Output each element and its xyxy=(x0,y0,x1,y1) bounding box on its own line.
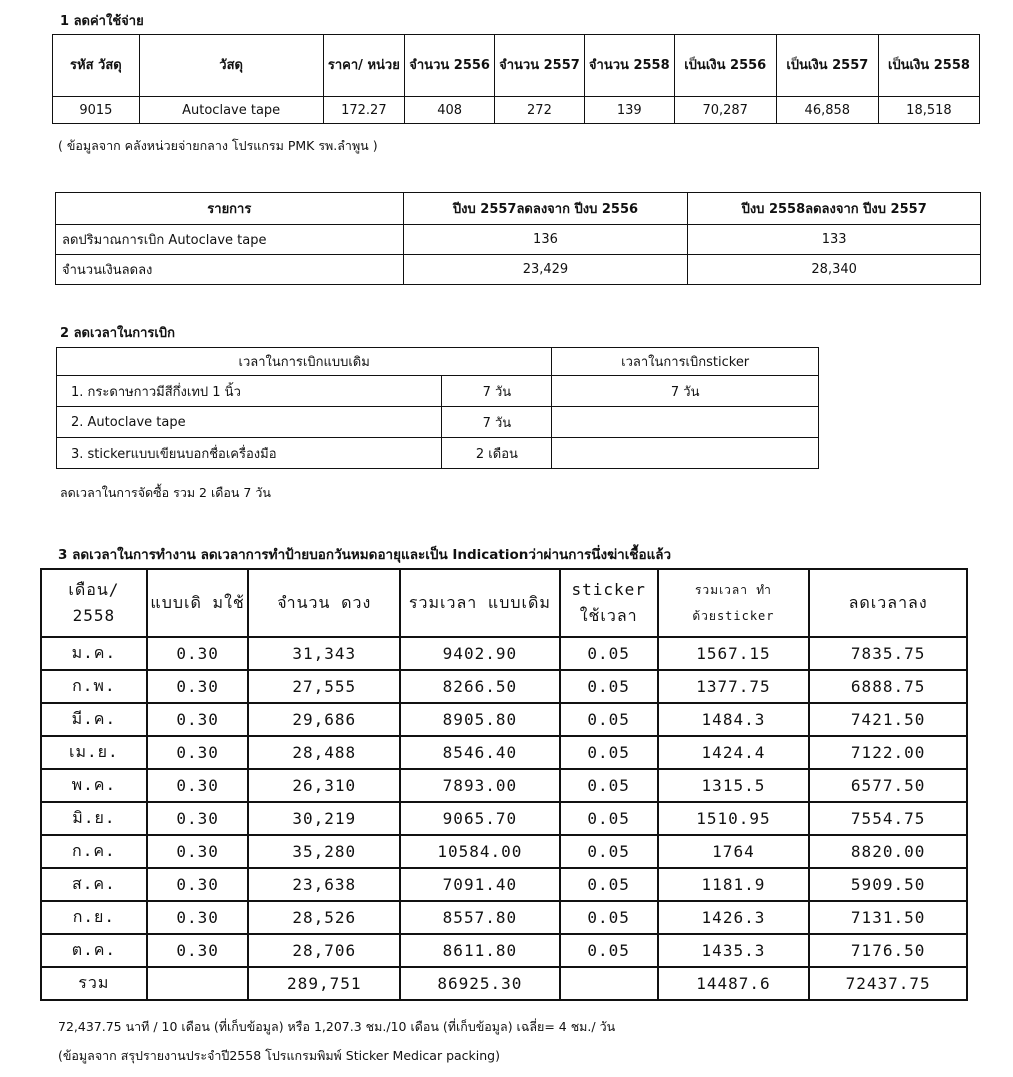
table-row xyxy=(57,376,819,407)
header-2557-vs-2556: ปีงบ 2557ลดลงจาก ปีงบ 2556 xyxy=(403,193,688,225)
cell-month: มี.ค. xyxy=(41,703,147,736)
cell-count: 30,219 xyxy=(248,802,400,835)
table-row xyxy=(41,934,967,967)
cell-time-saved: 7122.00 xyxy=(809,736,967,769)
cell-material: Autoclave tape xyxy=(139,97,323,124)
reduction-table xyxy=(55,192,981,285)
cell-count: 28,706 xyxy=(248,934,400,967)
row-label: ลดปริมาณการเบิก Autoclave tape xyxy=(56,225,404,255)
requisition-time-table xyxy=(56,347,819,469)
cell-sticker-total: 1567.15 xyxy=(658,637,810,670)
cell-old-per-unit: 0.30 xyxy=(147,934,249,967)
cell-time-saved: 7421.50 xyxy=(809,703,967,736)
section3-footnote-1: 72,437.75 นาที / 10 เดือน (ที่เก็บข้อมูล) หรือ 1,207.3 ชม./10 เดือน (ที่เก็บข้อมูล) เฉลี่ย= 4 ชม./ วัน xyxy=(58,1019,616,1034)
cell-code: 9015 xyxy=(53,97,140,124)
cell-amount-2557: 46,858 xyxy=(776,97,878,124)
cell-old-per-unit: 0.30 xyxy=(147,868,249,901)
cell-count: 23,638 xyxy=(248,868,400,901)
header-month: เดือน/ 2558 xyxy=(41,569,147,637)
worktime-table xyxy=(40,568,968,1001)
total-time-saved: 72437.75 xyxy=(809,967,967,1000)
cell-month: ก.พ. xyxy=(41,670,147,703)
cell-count: 35,280 xyxy=(248,835,400,868)
cell-time-saved: 6577.50 xyxy=(809,769,967,802)
cell-sticker-time: 0.05 xyxy=(560,835,658,868)
reduction-table-header xyxy=(56,193,981,225)
cell-sticker-total: 1484.3 xyxy=(658,703,810,736)
cell-count: 27,555 xyxy=(248,670,400,703)
cell-old-total: 7091.40 xyxy=(400,868,560,901)
cell-month: เม.ย. xyxy=(41,736,147,769)
row-value: 23,429 xyxy=(403,255,688,285)
row-value: 28,340 xyxy=(688,255,981,285)
cell-old-per-unit: 0.30 xyxy=(147,901,249,934)
table-row xyxy=(41,637,967,670)
table-row xyxy=(57,407,819,438)
table-row xyxy=(41,868,967,901)
cell-sticker-time: 0.05 xyxy=(560,637,658,670)
cell-old-per-unit: 0.30 xyxy=(147,637,249,670)
cell-sticker-total: 1181.9 xyxy=(658,868,810,901)
header-amount-2558: เป็นเงิน 2558 xyxy=(878,35,979,97)
worktime-table-body xyxy=(41,637,967,967)
header-old-method: เวลาในการเบิกแบบเดิม xyxy=(57,348,552,376)
cell-price: 172.27 xyxy=(323,97,405,124)
cell-old-total: 8546.40 xyxy=(400,736,560,769)
total-count: 289,751 xyxy=(248,967,400,1000)
cell-amount-2558: 18,518 xyxy=(878,97,979,124)
section1-heading: 1 ลดค่าใช้จ่าย xyxy=(60,14,144,29)
cell-time-saved: 7131.50 xyxy=(809,901,967,934)
header-count: จำนวน ดวง xyxy=(248,569,400,637)
cell-sticker-time: 0.05 xyxy=(560,670,658,703)
item-new-time: 7 วัน xyxy=(552,376,819,407)
header-amount-2557: เป็นเงิน 2557 xyxy=(776,35,878,97)
cell-month: พ.ค. xyxy=(41,769,147,802)
table-row xyxy=(41,769,967,802)
cost-table-header xyxy=(53,35,980,97)
cell-sticker-time: 0.05 xyxy=(560,769,658,802)
total-label: รวม xyxy=(41,967,147,1000)
cell-sticker-total: 1435.3 xyxy=(658,934,810,967)
cell-old-total: 10584.00 xyxy=(400,835,560,868)
section2-summary: ลดเวลาในการจัดซื้อ รวม 2 เดือน 7 วัน xyxy=(60,485,271,500)
cell-time-saved: 7176.50 xyxy=(809,934,967,967)
table-row xyxy=(41,835,967,868)
cell-sticker-time: 0.05 xyxy=(560,901,658,934)
header-old-total: รวมเวลา แบบเดิม xyxy=(400,569,560,637)
item-label: 2. Autoclave tape xyxy=(57,407,442,438)
cell-old-per-unit: 0.30 xyxy=(147,736,249,769)
cell-old-total: 9402.90 xyxy=(400,637,560,670)
worktime-table-header xyxy=(41,569,967,637)
cell-old-total: 7893.00 xyxy=(400,769,560,802)
cell-sticker-time: 0.05 xyxy=(560,802,658,835)
header-item: รายการ xyxy=(56,193,404,225)
cell-sticker-time: 0.05 xyxy=(560,934,658,967)
cell-old-per-unit: 0.30 xyxy=(147,670,249,703)
cell-count: 26,310 xyxy=(248,769,400,802)
header-2558-vs-2557: ปีงบ 2558ลดลงจาก ปีงบ 2557 xyxy=(688,193,981,225)
cell-month: มิ.ย. xyxy=(41,802,147,835)
item-old-time: 2 เดือน xyxy=(442,438,552,469)
item-label: 1. กระดาษกาวมีสีกึ่งเทป 1 นิ้ว xyxy=(57,376,442,407)
header-qty-2558: จำนวน 2558 xyxy=(584,35,674,97)
table-row xyxy=(41,670,967,703)
cell-month: ม.ค. xyxy=(41,637,147,670)
item-label: 3. stickerแบบเขียนบอกชื่อเครื่องมือ xyxy=(57,438,442,469)
cell-count: 28,526 xyxy=(248,901,400,934)
header-old-per-unit: แบบเดิ มใช้ xyxy=(147,569,249,637)
cell-time-saved: 7835.75 xyxy=(809,637,967,670)
total-old-time: 86925.30 xyxy=(400,967,560,1000)
header-material: วัสดุ xyxy=(139,35,323,97)
cell-old-total: 9065.70 xyxy=(400,802,560,835)
cell-sticker-total: 1315.5 xyxy=(658,769,810,802)
header-amount-2556: เป็นเงิน 2556 xyxy=(674,35,776,97)
cost-table xyxy=(52,34,980,124)
cell-sticker-total: 1377.75 xyxy=(658,670,810,703)
cell-qty-2557: 272 xyxy=(495,97,585,124)
row-value: 136 xyxy=(403,225,688,255)
header-sticker-method: เวลาในการเบิกsticker xyxy=(552,348,819,376)
item-old-time: 7 วัน xyxy=(442,376,552,407)
cell-time-saved: 7554.75 xyxy=(809,802,967,835)
cell-sticker-total: 1510.95 xyxy=(658,802,810,835)
cell-time-saved: 8820.00 xyxy=(809,835,967,868)
cell-count: 29,686 xyxy=(248,703,400,736)
cell-time-saved: 5909.50 xyxy=(809,868,967,901)
header-price: ราคา/ หน่วย xyxy=(323,35,405,97)
cell-old-per-unit: 0.30 xyxy=(147,802,249,835)
total-sticker-time: 14487.6 xyxy=(658,967,810,1000)
section2-heading: 2 ลดเวลาในการเบิก xyxy=(60,326,175,341)
cell-old-per-unit: 0.30 xyxy=(147,703,249,736)
table-row xyxy=(53,97,980,124)
cell-month: ก.ย. xyxy=(41,901,147,934)
table-total-row xyxy=(41,967,967,1000)
cell-month: ส.ค. xyxy=(41,868,147,901)
cell-old-total: 8611.80 xyxy=(400,934,560,967)
table-row xyxy=(57,438,819,469)
cell-sticker-time: 0.05 xyxy=(560,703,658,736)
cell-sticker-total: 1426.3 xyxy=(658,901,810,934)
table-row xyxy=(41,703,967,736)
section3-heading: 3 ลดเวลาในการทำงาน ลดเวลาการทำป้ายบอกวันหมดอายุและเป็น Indicationว่าผ่านการนึ่งฆ่าเชื้อแล้ว xyxy=(58,547,672,563)
section1-source-note: ( ข้อมูลจาก คลังหน่วยจ่ายกลาง โปรแกรม PMK รพ.ลำพูน ) xyxy=(58,138,378,153)
cell-old-total: 8557.80 xyxy=(400,901,560,934)
cell-old-total: 8266.50 xyxy=(400,670,560,703)
table-row xyxy=(56,225,981,255)
cell-sticker-time: 0.05 xyxy=(560,868,658,901)
total-cell xyxy=(560,967,658,1000)
cell-sticker-total: 1424.4 xyxy=(658,736,810,769)
item-new-time xyxy=(552,407,819,438)
cell-sticker-total: 1764 xyxy=(658,835,810,868)
header-sticker-time: sticker ใช้เวลา xyxy=(560,569,658,637)
table-row xyxy=(41,802,967,835)
cell-old-total: 8905.80 xyxy=(400,703,560,736)
cell-old-per-unit: 0.30 xyxy=(147,769,249,802)
section3-footnote-2: (ข้อมูลจาก สรุปรายงานประจำปี2558 โปรแกรมพิมพ์ Sticker Medicar packing) xyxy=(58,1048,500,1063)
header-qty-2556: จำนวน 2556 xyxy=(405,35,495,97)
header-time-saved: ลดเวลาลง xyxy=(809,569,967,637)
total-cell xyxy=(147,967,249,1000)
header-sticker-total: รวมเวลา ทำ ด้วยsticker xyxy=(658,569,810,637)
row-label: จำนวนเงินลดลง xyxy=(56,255,404,285)
header-code: รหัส วัสดุ xyxy=(53,35,140,97)
item-new-time xyxy=(552,438,819,469)
cell-old-per-unit: 0.30 xyxy=(147,835,249,868)
table-row xyxy=(56,255,981,285)
requisition-table-header xyxy=(57,348,819,376)
cell-month: ต.ค. xyxy=(41,934,147,967)
table-row xyxy=(41,736,967,769)
cell-count: 28,488 xyxy=(248,736,400,769)
cell-amount-2556: 70,287 xyxy=(674,97,776,124)
cell-sticker-time: 0.05 xyxy=(560,736,658,769)
header-qty-2557: จำนวน 2557 xyxy=(495,35,585,97)
table-row xyxy=(41,901,967,934)
item-old-time: 7 วัน xyxy=(442,407,552,438)
row-value: 133 xyxy=(688,225,981,255)
cell-qty-2556: 408 xyxy=(405,97,495,124)
cell-month: ก.ค. xyxy=(41,835,147,868)
cell-qty-2558: 139 xyxy=(584,97,674,124)
cell-count: 31,343 xyxy=(248,637,400,670)
cell-time-saved: 6888.75 xyxy=(809,670,967,703)
